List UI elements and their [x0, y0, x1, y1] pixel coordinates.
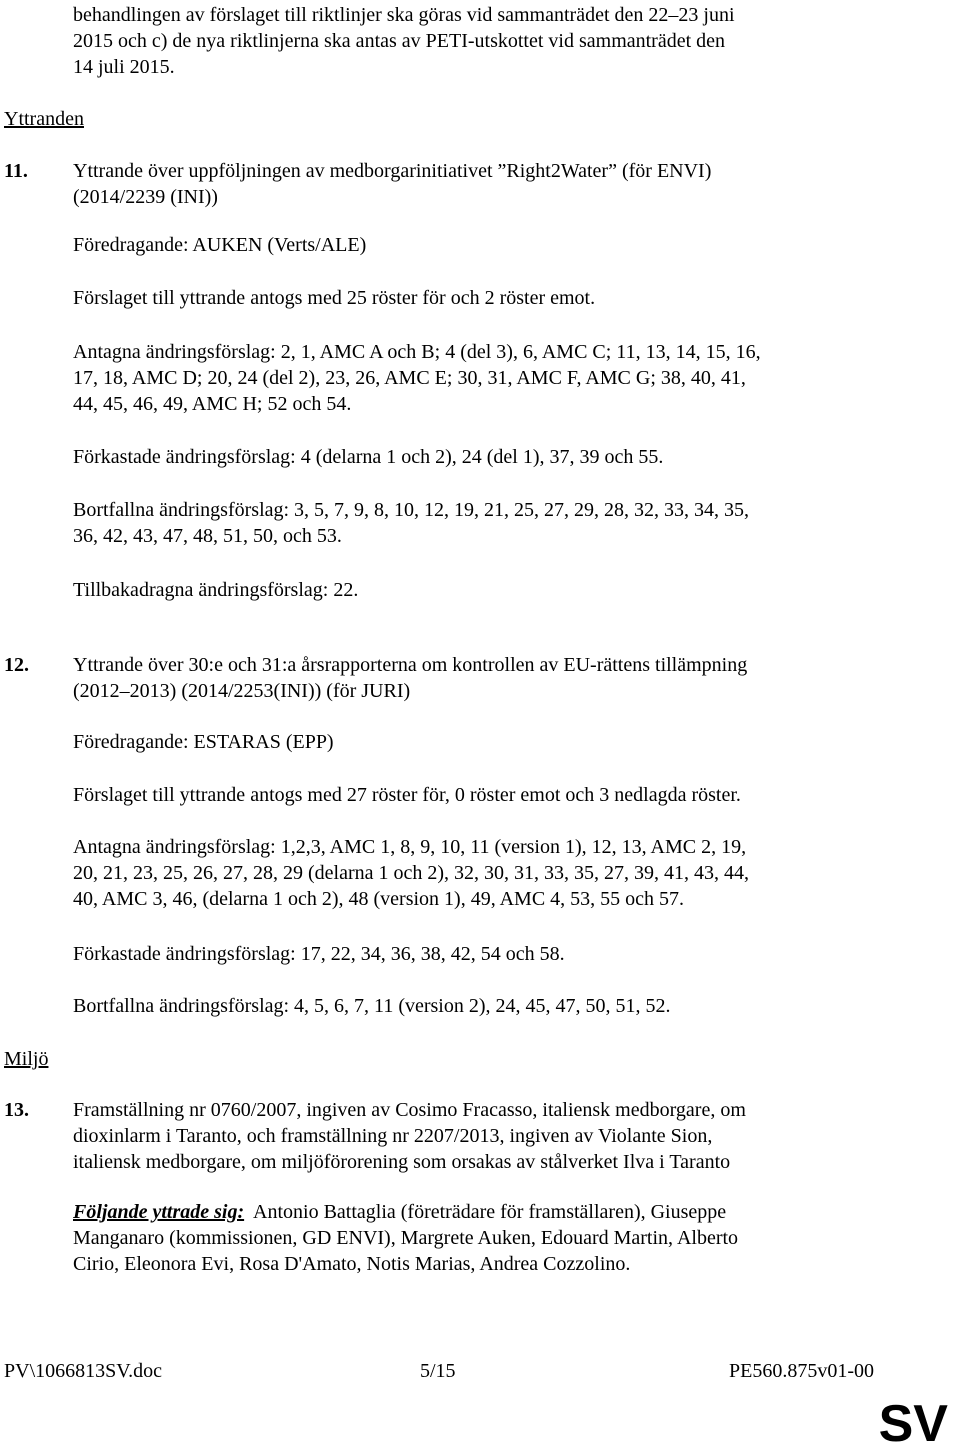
item-number: 13. [4, 1099, 29, 1121]
vote-result: Förslaget till yttrande antogs med 27 röster för, 0 röster emot och 3 nedlagda röster. [73, 784, 741, 806]
item-title [73, 652, 933, 704]
item-number: 12. [4, 654, 29, 676]
item-title-line: Yttrande över 30:e och 31:a årsrapporterna om kontrollen av EU-rättens tillämpning [73, 654, 748, 676]
adopted-line: 40, AMC 3, 46, (delarna 1 och 2), 48 (version 1), 49, AMC 4, 53, 55 och 57. [73, 888, 685, 910]
item-title [73, 158, 933, 210]
adopted-line: 20, 21, 23, 25, 26, 27, 28, 29 (delarna 1 och 2), 32, 30, 31, 33, 35, 27, 39, 41, 43, 44, [73, 862, 750, 884]
item-number: 11. [4, 160, 28, 182]
rapporteur: Föredragande: ESTARAS (EPP) [73, 731, 334, 753]
item-title-line: Framställning nr 0760/2007, ingiven av Cosimo Fracasso, italiensk medborgare, om [73, 1099, 746, 1121]
section-heading-miljo: Miljö [4, 1048, 49, 1070]
fallen-line: Bortfallna ändringsförslag: 3, 5, 7, 9, 8, 10, 12, 19, 21, 25, 27, 29, 28, 32, 33, 34, 35, [73, 499, 750, 521]
adopted-line: 44, 45, 46, 49, AMC H; 52 och 54. [73, 393, 352, 415]
speakers [73, 1199, 933, 1277]
speakers-line [73, 1199, 933, 1225]
adopted-amendments [73, 834, 933, 912]
language-code: SV [878, 1395, 948, 1453]
footer-pe-reference: PE560.875v01-00 [729, 1360, 874, 1382]
item-title-line: (2012–2013) (2014/2253(INI)) (för JURI) [73, 680, 411, 702]
item-title-line: italiensk medborgare, om miljöförorening som orsakas av stålverket Ilva i Taranto [73, 1151, 731, 1173]
item-title [73, 1097, 933, 1175]
fallen-amendments: Bortfallna ändringsförslag: 4, 5, 6, 7, 11 (version 2), 24, 45, 47, 50, 51, 52. [73, 995, 671, 1017]
intro-line: 2015 och c) de nya riktlinjerna ska antas av PETI-utskottet vid sammanträdet den [73, 30, 726, 52]
footer-doc-reference: PV\1066813SV.doc [4, 1360, 162, 1382]
section-heading-yttranden: Yttranden [4, 108, 84, 130]
item-title-line: dioxinlarm i Taranto, och framställning nr 2207/2013, ingiven av Violante Sion, [73, 1125, 713, 1147]
rapporteur: Föredragande: AUKEN (Verts/ALE) [73, 234, 367, 256]
adopted-line: Antagna ändringsförslag: 2, 1, AMC A och B; 4 (del 3), 6, AMC C; 11, 13, 14, 15, 16, [73, 341, 761, 363]
speakers-text: Antonio Battaglia (företrädare för framställaren), Giuseppe [253, 1201, 727, 1223]
adopted-line: Antagna ändringsförslag: 1,2,3, AMC 1, 8, 9, 10, 11 (version 1), 12, 13, AMC 2, 19, [73, 836, 747, 858]
speakers-line: Manganaro (kommissionen, GD ENVI), Margrete Auken, Edouard Martin, Alberto [73, 1227, 739, 1249]
item-title-line: (2014/2239 (INI)) [73, 186, 218, 208]
speakers-line: Cirio, Eleonora Evi, Rosa D'Amato, Notis Marias, Andrea Cozzolino. [73, 1253, 631, 1275]
adopted-line: 17, 18, AMC D; 20, 24 (del 2), 23, 26, AMC E; 30, 31, AMC F, AMC G; 38, 40, 41, [73, 367, 746, 389]
item-title-line: Yttrande över uppföljningen av medborgarinitiativet ”Right2Water” (för ENVI) [73, 160, 712, 182]
rejected-amendments: Förkastade ändringsförslag: 4 (delarna 1 och 2), 24 (del 1), 37, 39 och 55. [73, 446, 664, 468]
vote-result: Förslaget till yttrande antogs med 25 röster för och 2 röster emot. [73, 287, 596, 309]
intro-paragraph [73, 2, 933, 80]
withdrawn-amendments: Tillbakadragna ändringsförslag: 22. [73, 579, 359, 601]
adopted-amendments [73, 339, 933, 417]
speakers-label: Följande yttrade sig: [73, 1201, 245, 1223]
intro-line: 14 juli 2015. [73, 56, 175, 78]
fallen-amendments [73, 497, 933, 549]
footer-page-number: 5/15 [420, 1360, 456, 1382]
intro-line: behandlingen av förslaget till riktlinjer ska göras vid sammanträdet den 22–23 juni [73, 4, 735, 26]
fallen-line: 36, 42, 43, 47, 48, 51, 50, och 53. [73, 525, 342, 547]
rejected-amendments: Förkastade ändringsförslag: 17, 22, 34, 36, 38, 42, 54 och 58. [73, 943, 565, 965]
